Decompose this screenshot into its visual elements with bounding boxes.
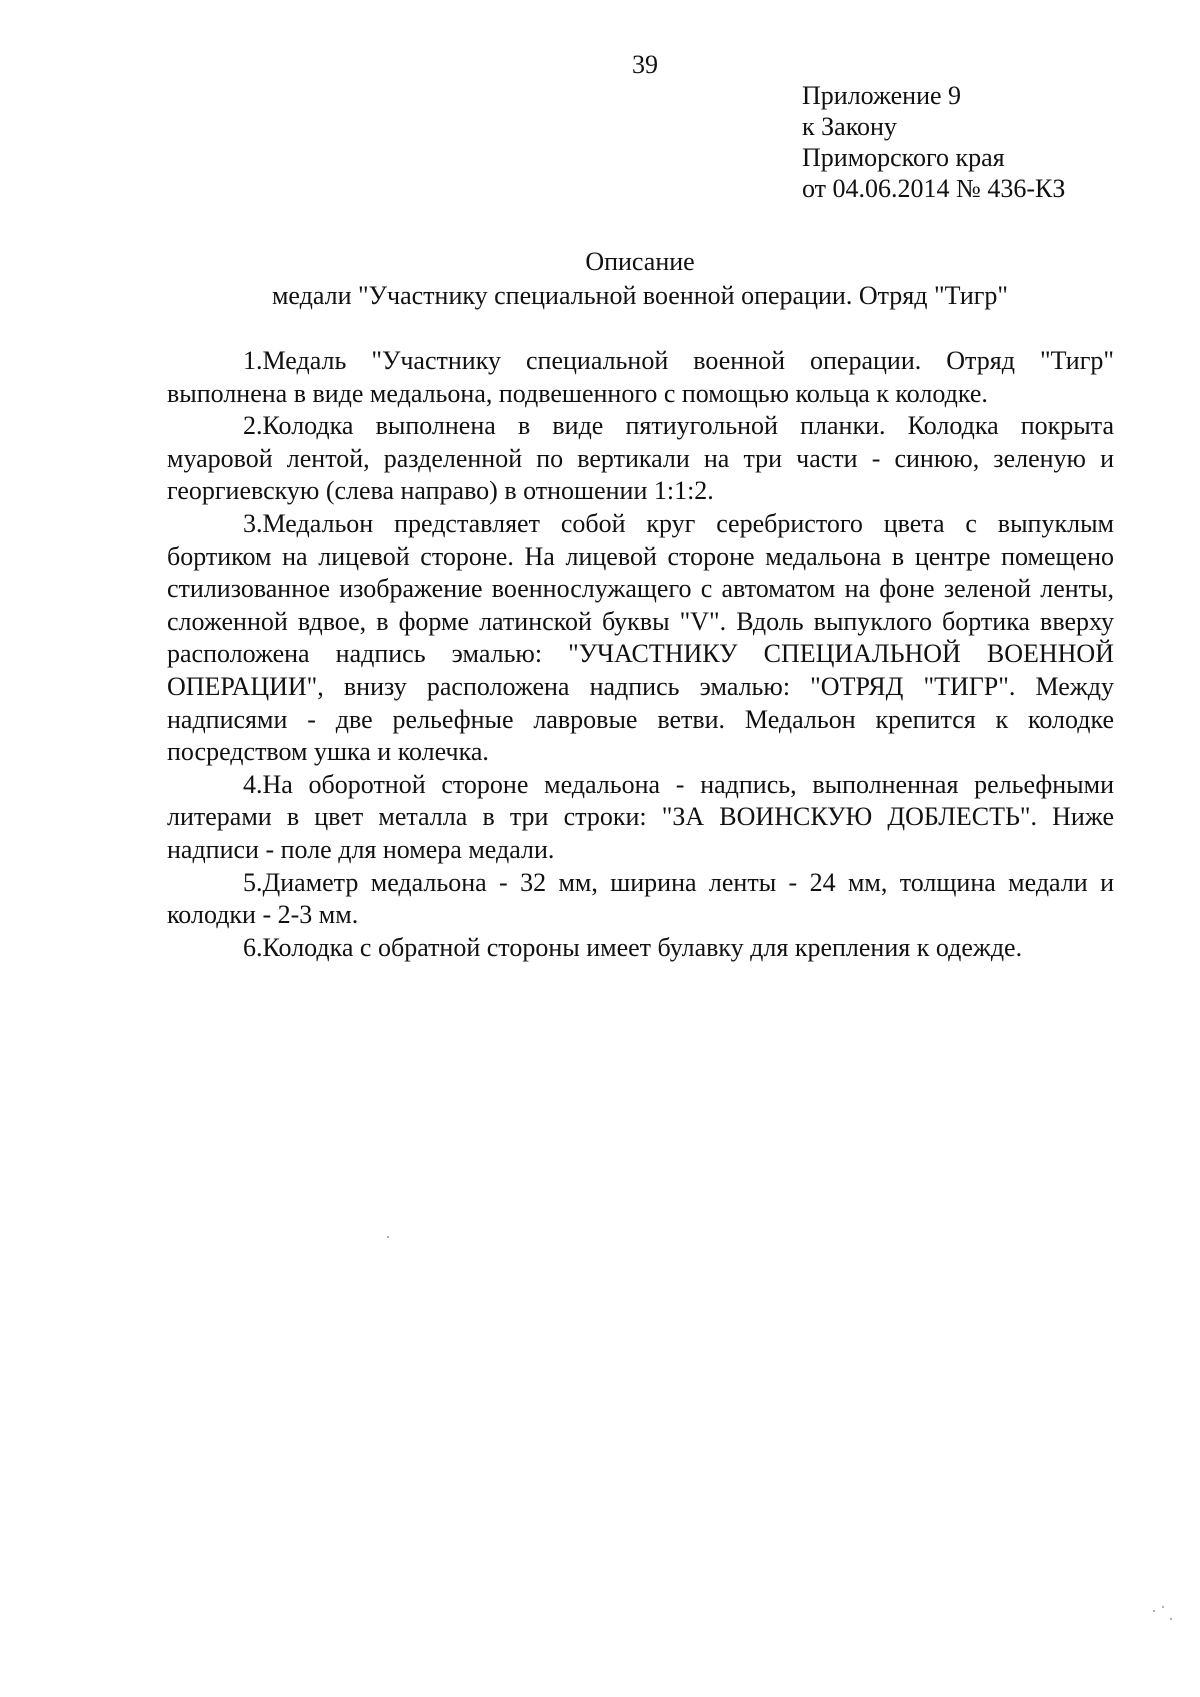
scan-speck (1153, 1610, 1155, 1612)
paragraph-1: 1.Медаль "Участнику специальной военной операции. Отряд "Тигр" выполнена в виде медальона, подвешенного с помощью кольца к колодке. (167, 346, 1114, 408)
appendix-line-1: Приложение 9 (802, 81, 962, 110)
paragraph-2: 2.Колодка выполнена в виде пятиугольной планки. Колодка покрыта муаровой лентой, разделенной по вертикали на три части - синюю, зеленую и георгиевскую (слева направо) в отношении 1:1:2. (167, 411, 1114, 506)
scan-speck (1162, 1606, 1164, 1608)
document-heading: Описание (585, 247, 695, 276)
page-number: 39 (632, 50, 658, 79)
paragraph-3: 3.Медальон представляет собой круг серебристого цвета с выпуклым бортиком на лицевой стороне. На лицевой стороне медальона в центре помещено стилизованное изображение военнослужащего с автоматом на фоне зеленой ленты, сложенной вдвое, в форме латинской буквы "V". Вдоль выпуклого бортика вверху расположена надпись эмалью: "УЧАСТНИКУ СПЕЦИАЛЬНОЙ ВОЕННОЙ ОПЕРАЦИИ", внизу расположена надпись эмалью: "ОТРЯД "ТИГР". Между надписями - две рельефные лавровые ветви. Медальон крепится к колодке посредством ушка и колечка. (167, 508, 1114, 767)
scan-speck (387, 1236, 389, 1238)
appendix-line-4: от 04.06.2014 № 436-КЗ (802, 174, 1066, 203)
appendix-reference (802, 80, 1182, 204)
paragraph-5: 5.Диаметр медальона - 32 мм, ширина ленты - 24 мм, толщина медали и колодки - 2-3 мм. (167, 867, 1114, 930)
scan-speck (1170, 1618, 1172, 1620)
document-subheading: медали "Участнику специальной военной операции. Отряд "Тигр" (271, 281, 1009, 310)
document-body (167, 345, 1114, 964)
appendix-line-2: к Закону (802, 112, 897, 141)
paragraph-4: 4.На оборотной стороне медальона - надпись, выполненная рельефными литерами в цвет металла в три строки: "ЗА ВОИНСКУЮ ДОБЛЕСТЬ". Ниже надписи - поле для номера медали. (167, 769, 1114, 864)
paragraph-6: 6.Колодка с обратной стороны имеет булавку для крепления к одежде. (243, 932, 1023, 962)
appendix-line-3: Приморского края (802, 143, 1005, 172)
